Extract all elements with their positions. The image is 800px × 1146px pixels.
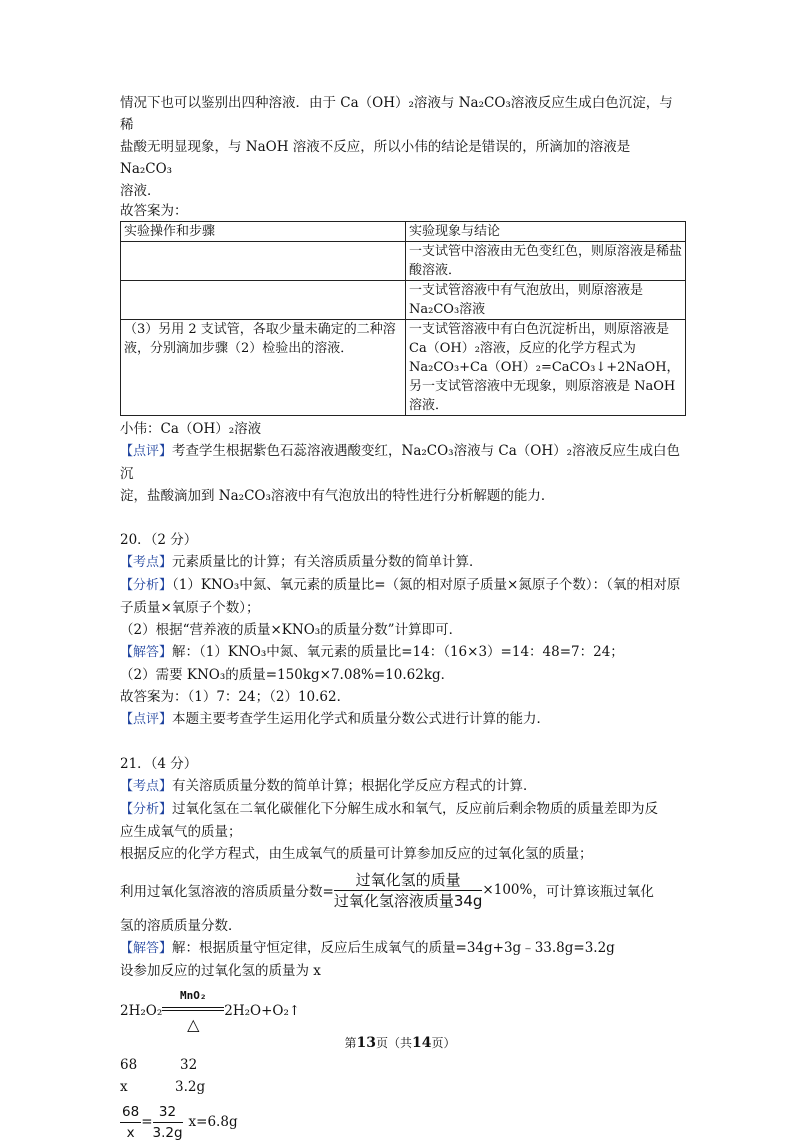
- proportion-equation: [120, 1098, 686, 1146]
- quantity-x: x: [120, 1079, 128, 1095]
- table-header-row: [121, 222, 686, 242]
- equals-line: [162, 1007, 224, 1008]
- reaction-condition: [162, 989, 224, 1033]
- q19-comment: [120, 440, 686, 485]
- intro-line-1: 情况下也可以鉴别出四种溶液．由于 Ca（OH）₂溶液与 Na₂CO₃溶液反应生成白色沉淀，与稀: [120, 95, 673, 133]
- table-cell-op: （3）另用 2 支试管，各取少量未确定的二种溶液，分别滴加步骤（2）检验出的溶液．: [121, 320, 406, 416]
- ratio-a-numerator: 68: [120, 1102, 141, 1123]
- q19-comment-cont: 淀，盐酸滴加到 Na₂CO₃溶液中有气泡放出的特性进行分析解题的能力．: [120, 488, 555, 504]
- jieda-text: 解：（1）KNO₃中氮、氧元素的质量比=14：（16×3）=14：48=7：24；: [172, 644, 624, 660]
- comment-text: 考查学生根据紫色石蕊溶液遇酸变红，Na₂CO₃溶液与 Ca（OH）₂溶液反应生成白色沉: [120, 443, 681, 482]
- table-header-cell: 实验现象与结论: [406, 222, 686, 242]
- quantity-row: [120, 1076, 686, 1098]
- jieda-tag: 【解答】: [120, 941, 173, 956]
- footer-mid: 页（共: [375, 1036, 412, 1050]
- q21-jieda-2: 设参加反应的过氧化氢的质量为 x: [120, 963, 321, 979]
- formula-numerator: 过氧化氢的质量: [334, 870, 483, 891]
- document-page: [120, 92, 686, 1146]
- formula-prefix: 利用过氧化氢溶液的溶质质量分数=: [120, 884, 334, 900]
- ratio-equals: =: [141, 1114, 153, 1130]
- mass-fraction-formula: [120, 865, 686, 915]
- molar-mass-row: [120, 1054, 686, 1076]
- q21-kaodian: [120, 775, 686, 798]
- table-row: [121, 242, 686, 281]
- fenxi-text: 过氧化氢在二氧化碳催化下分解生成水和氧气，反应前后剩余物质的质量差即为反: [172, 801, 659, 817]
- fenxi-tag: 【分析】: [120, 578, 173, 593]
- q21-number: 21．（4 分）: [120, 756, 198, 772]
- page-footer: [0, 1034, 800, 1051]
- catalyst-label: MnO₂: [180, 989, 207, 1002]
- comment-tag: 【点评】: [120, 444, 173, 459]
- q20-number: 20．（2 分）: [120, 532, 198, 548]
- q21-fenxi-2: 应生成氧气的质量；: [120, 824, 242, 840]
- table-cell-result: 一支试管溶液中有白色沉淀析出，则原溶液是 Ca（OH）₂溶液，反应的化学方程式为 Na₂CO₃+Ca（OH）₂=CaCO₃↓+2NaOH，另一支试管溶液中无现象，则原溶液是 NaOH 溶液．: [406, 320, 686, 416]
- q21-fenxi: [120, 798, 686, 821]
- q20-jieda-2: （2）需要 KNO₃的质量=150kg×7.08%=10.62kg．: [120, 667, 455, 683]
- formula-fraction: [334, 870, 483, 911]
- kaodian-tag: 【考点】: [120, 555, 173, 570]
- q21-jieda: [120, 937, 686, 960]
- jieda-text: 解：根据质量守恒定律，反应后生成氧气的质量=34g+3g﹣33.8g=3.2g: [172, 940, 615, 956]
- ratio-a-denominator: x: [126, 1124, 135, 1141]
- jieda-tag: 【解答】: [120, 645, 173, 660]
- q20-fenxi-2: 子质量×氧原子个数）；: [120, 600, 260, 616]
- ratio-fraction-b: [153, 1102, 183, 1143]
- formula-suffix: ，可计算该瓶过氧化: [532, 884, 654, 900]
- fenxi-text: （1）KNO₃中氮、氧元素的质量比=（氮的相对原子质量×氮原子个数）：（氧的相对原: [172, 577, 681, 593]
- table-row: [121, 281, 686, 320]
- ratio-b-denominator: 3.2g: [152, 1124, 183, 1141]
- intro-line-3: 溶液．: [120, 183, 161, 199]
- chemical-equation: [120, 982, 686, 1040]
- q21-fenxi-3: 根据反应的化学方程式，由生成氧气的质量可计算参加反应的过氧化氢的质量；: [120, 846, 593, 862]
- table-row: [121, 320, 686, 416]
- xiaowei-answer: 小伟：Ca（OH）₂溶液: [120, 421, 262, 437]
- footer-total-pages: 14: [412, 1035, 432, 1051]
- equation-left: 2H₂O₂: [120, 1003, 163, 1019]
- kaodian-tag: 【考点】: [120, 779, 173, 794]
- q20-fenxi: [120, 574, 686, 597]
- ratio-fraction-a: [120, 1102, 141, 1143]
- mass-h2o2: 68: [120, 1057, 138, 1073]
- kaodian-text: 元素质量比的计算；有关溶质质量分数的简单计算．: [172, 554, 483, 570]
- ratio-result: x=6.8g: [188, 1114, 238, 1130]
- formula-times: ×100%: [482, 882, 533, 898]
- dianping-text: 本题主要考查学生运用化学式和质量分数公式进行计算的能力．: [172, 711, 551, 727]
- q21-fenxi-4: 氢的溶质质量分数．: [120, 918, 242, 934]
- footer-post: 页）: [431, 1036, 456, 1050]
- answer-label: 故答案为：: [120, 203, 188, 219]
- mass-o2: 32: [180, 1057, 198, 1073]
- kaodian-text: 有关溶质质量分数的简单计算；根据化学反应方程式的计算．: [172, 778, 537, 794]
- q20-dianping: [120, 708, 686, 731]
- heat-icon: △: [187, 1015, 200, 1034]
- q20-fenxi-3: （2）根据“营养液的质量×KNO₃的质量分数”计算即可．: [120, 622, 463, 638]
- quantity-o2: 3.2g: [175, 1079, 206, 1095]
- equation-right: 2H₂O+O₂↑: [224, 1003, 301, 1019]
- dianping-tag: 【点评】: [120, 712, 173, 727]
- equals-line: [162, 1010, 224, 1011]
- footer-pre: 第: [344, 1036, 357, 1050]
- table-cell-result: 一支试管中溶液由无色变红色，则原溶液是稀盐酸溶液．: [406, 242, 686, 281]
- answer-table: [120, 221, 686, 416]
- fenxi-tag: 【分析】: [120, 802, 173, 817]
- formula-denominator: 过氧化氢溶液质量34g: [333, 891, 483, 910]
- table-cell-result: 一支试管溶液中有气泡放出，则原溶液是Na₂CO₃溶液: [406, 281, 686, 320]
- table-cell-op: [121, 281, 406, 320]
- table-header-cell: 实验操作和步骤: [121, 222, 406, 242]
- q20-jieda: [120, 641, 686, 664]
- footer-page-number: 13: [356, 1035, 376, 1051]
- ratio-b-numerator: 32: [153, 1102, 183, 1123]
- intro-line-2: 盐酸无明显现象，与 NaOH 溶液不反应，所以小伟的结论是错误的，所滴加的溶液是 Na₂CO₃: [120, 139, 631, 177]
- q20-kaodian: [120, 551, 686, 574]
- q20-answer: 故答案为：（1）7：24；（2）10.62．: [120, 689, 351, 705]
- table-cell-op: [121, 242, 406, 281]
